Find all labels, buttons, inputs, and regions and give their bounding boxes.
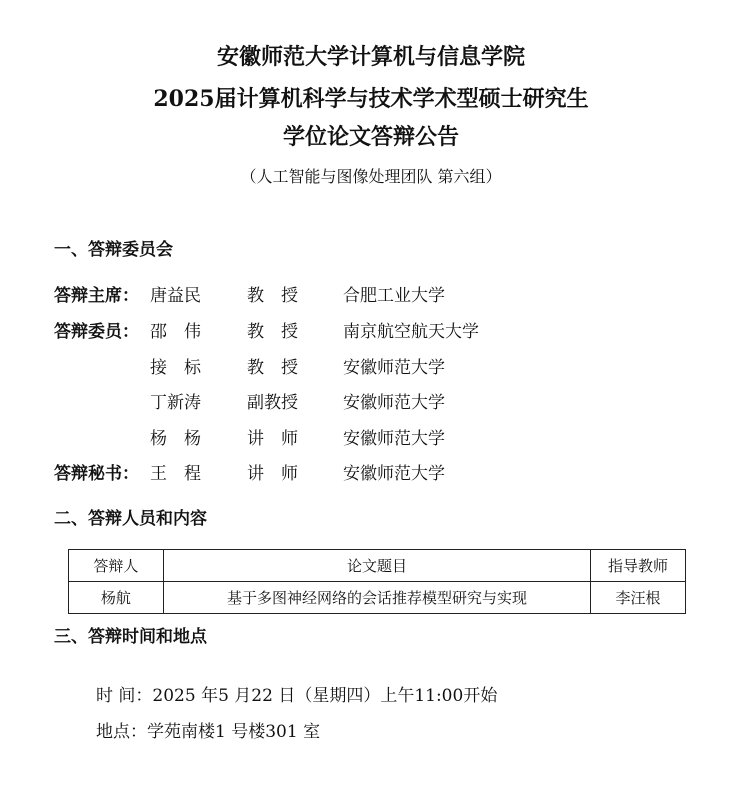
member-name: 杨 杨 [150,429,201,449]
member-title: 教 授 [247,286,298,306]
section-committee-heading: 一、答辩委员会 [54,240,173,260]
cell-thesis: 基于多图神经网络的会话推荐模型研究与实现 [163,582,590,614]
member-org: 安徽师范大学 [343,429,445,449]
member-title: 讲 师 [247,429,298,449]
member-role: 答辩主席： [54,286,139,306]
table-row [69,582,686,614]
member-role: 答辩秘书： [54,464,139,484]
defense-place: 地点：学苑南楼1 号楼301 室 [96,722,321,742]
member-name: 王 程 [150,464,201,484]
defense-table [68,549,686,614]
column-header-thesis: 论文题目 [163,550,590,582]
member-org: 安徽师范大学 [343,358,445,378]
cell-advisor: 李汪根 [591,582,686,614]
member-name: 接 标 [150,358,201,378]
member-org: 南京航空航天大学 [343,322,479,342]
member-name: 丁新涛 [150,393,201,413]
section-defense-heading: 二、答辩人员和内容 [54,509,207,529]
title-school: 安徽师范大学计算机与信息学院 [216,44,525,70]
title-program: 2025届计算机科学与技术学术型硕士研究生 [153,86,589,112]
member-org: 安徽师范大学 [343,464,445,484]
member-title: 教 授 [247,358,298,378]
member-org: 安徽师范大学 [343,393,445,413]
member-role: 答辩委员： [54,322,139,342]
member-title: 副教授 [247,393,298,413]
member-name: 邵 伟 [150,322,201,342]
section-schedule-heading: 三、答辩时间和地点 [54,627,207,647]
table-header-row [69,550,686,582]
column-header-student: 答辩人 [69,550,164,582]
member-org: 合肥工业大学 [343,286,445,306]
column-header-advisor: 指导教师 [591,550,686,582]
member-name: 唐益民 [150,286,201,306]
defense-time: 时 间：2025 年5 月22 日（星期四）上午11:00开始 [96,686,498,706]
subtitle-group: （人工智能与图像处理团队 第六组） [240,167,502,186]
member-title: 讲 师 [247,464,298,484]
cell-student: 杨航 [69,582,164,614]
member-title: 教 授 [247,322,298,342]
title-announcement: 学位论文答辩公告 [282,124,459,150]
